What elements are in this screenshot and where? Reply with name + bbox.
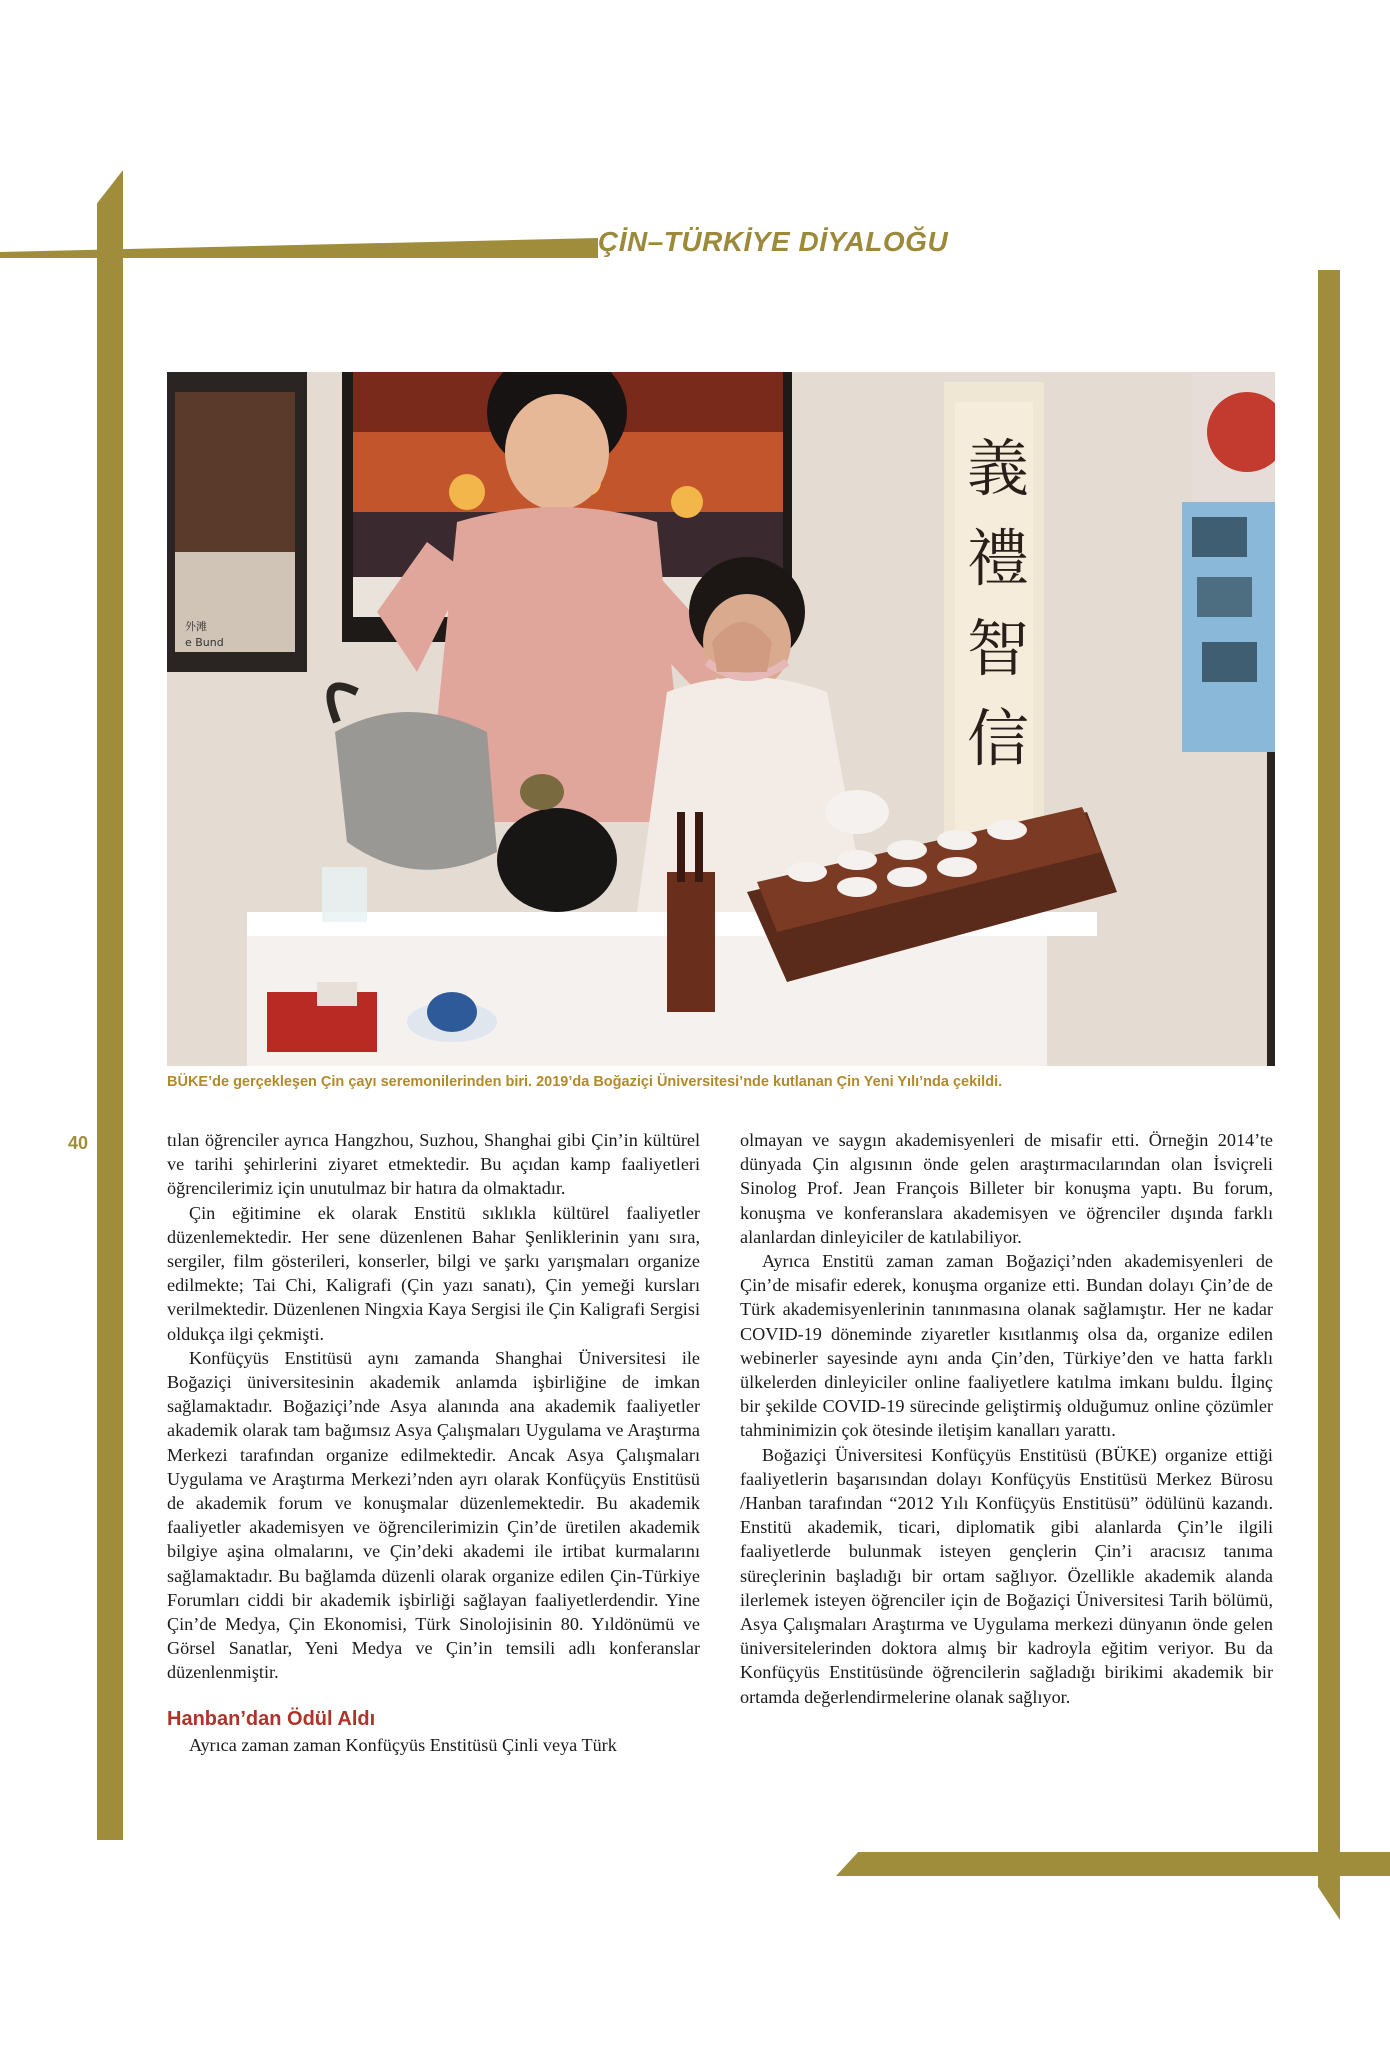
section-subheading: Hanban’dan Ödül Aldı [167,1707,376,1730]
article-column-left [167,1128,700,1757]
photo-illustration [167,372,1275,1066]
paragraph: tılan öğrenciler ayrıca Hangzhou, Suzhou, Shanghai gibi Çin’in kültürel ve tarihi şehirlerini ziyaret etmektedir. Bu açıdan kamp faaliyetleri öğrencilerimiz için unutulmaz bir hatıra da olmaktadır. [167,1130,700,1199]
article-column-right [740,1128,1273,1709]
photo-caption: BÜKE’de gerçekleşen Çin çayı seremonilerinden biri. 2019’da Boğaziçi Üniversitesi’nde kutlanan Çin Yeni Yılı’nda çekildi. [167,1074,1003,1090]
poster-text-2: e Bund [185,636,224,649]
paragraph: Ayrıca zaman zaman Konfüçyüs Enstitüsü Çinli veya Türk [189,1734,617,1755]
poster-text-1: 外滩 [185,620,207,633]
gold-frame-top-line [0,256,598,258]
tea-ceremony-photo [167,372,1275,1066]
paragraph: Ayrıca Enstitü zaman zaman Boğaziçi’nden akademisyenleri de Çin’de misafir ederek, konuşma organize etti. Bundan dolayı Çin’de de Türk akademisyenlerinin tanınmasına olanak sağlamıştır. Her ne kadar COVID-19 döneminde ziyaretler kısıtlanmış olsa da, organize edilen webinerler sayesinde aynı anda Çin’den, Türkiye’den ve hatta farklı ülkelerden dinleyiciler online faaliyetlere katılma imkanı buldu. İlginç bir şekilde COVID-19 sürecinde geliştirmiş olduğumuz online çözümler tahminimizin çok ötesinde iletişim kanalları yarattı. [740,1251,1273,1441]
paragraph: olmayan ve saygın akademisyenleri de misafir etti. Örneğin 2014’te dünyada Çin algısının önde gelen araştırmacılarından olan İsviçreli Sinolog Prof. Jean François Billeter bir konuşma yaptı. Bu forum, konuşma ve konferanslara akademisyen ve öğrenciler dışında farklı alanlardan dinleyiciler de katılabiliyor. [740,1130,1273,1247]
gold-frame-bottom [836,1852,1390,1876]
page-number: 40 [68,1133,89,1153]
calligraphy-char-2: 禮 [967,522,1030,595]
paragraph: Konfüçyüs Enstitüsü aynı zamanda Shanghai Üniversitesi ile Boğaziçi üniversitesinin akademik anlamda işbirliğine de imkan sağlamaktadır. Boğaziçi’nde Asya alanında ana akademik faaliyetler akademik olarak tam bağımsız Asya Çalışmaları Uygulama ve Araştırma Merkezi tarafından organize edilmektedir. Ancak Asya Çalışmaları Uygulama ve Araştırma Merkezi’nden ayrı olarak Konfüçyüs Enstitüsü de akademik forum ve konuşmalar düzenlemektedir. Bu akademik faaliyetler akademisyen ve öğrencilerimizin Çin’de üretilen akademik bilgiye aşina olmalarını, ve Çin’deki akademi ile irtibat kurmalarını sağlamaktadır. Bu bağlamda düzenli olarak organize edilen Çin-Türkiye Forumları ciddi bir akademik işbirliği sağlayan faaliyetlerdendir. Yine Çin’de Medya, Çin Ekonomisi, Türk Sinolojisinin 80. Yıldönümü ve Görsel Sanatlar, Yeni Medya ve Çin’in temsili adlı konferanslar düzenlenmiştir. [167,1347,700,1683]
gold-frame-right [1318,270,1340,1920]
paragraph: Çin eğitimine ek olarak Enstitü sıklıkla kültürel faaliyetler düzenlemektedir. Her sene düzenlenen Bahar Şenliklerinin yanı sıra, sergiler, film gösterileri, konserler, bilgi ve şarkı yarışmaları organize edilmekte; Tai Chi, Kaligrafi (Çin yazı sanatı), Çin yemeği kursları verilmektedir. Düzenlenen Ningxia Kaya Sergisi ile Çin Kaligrafi Sergisi oldukça ilgi çekmişti. [167,1202,700,1344]
section-title: ÇİN–TÜRKİYE DİYALOĞU [598,226,949,257]
gold-frame-left [97,170,123,1840]
paragraph: Boğaziçi Üniversitesi Konfüçyüs Enstitüsü (BÜKE) organize ettiği faaliyetlerin başarısından dolayı Konfüçyüs Enstitüsü Merkez Bürosu /Hanban tarafından “2012 Yılı Konfüçyüs Enstitüsü” ödülünü kazandı. Enstitü akademik, ticari, diplomatik gibi alanlarda Çin’le ilgili faaliyetlerde bulunmak isteyen gençlerin Çin’i aracısız tanıma süreçlerinin başladığı bir ortam sağlıyor. Özellikle akademik alanda ilerlemek isteyen öğrenciler için de Boğaziçi Üniversitesi Tarih bölümü, Asya Çalışmaları Araştırma ve Uygulama merkezi dünyanın önde gelen üniversitelerinden doktora almış bir kadroyla eğitim veriyor. Bu da Konfüçyüs Enstitüsünde öğrencilerin sağladığı birikimi akademik bir ortamda değerlendirmelerine olanak sağlıyor. [740,1444,1273,1707]
calligraphy-char-3: 智 [967,612,1030,685]
calligraphy-char-1: 義 [967,432,1030,505]
calligraphy-char-4: 信 [967,702,1030,775]
gold-frame-top [0,238,598,258]
